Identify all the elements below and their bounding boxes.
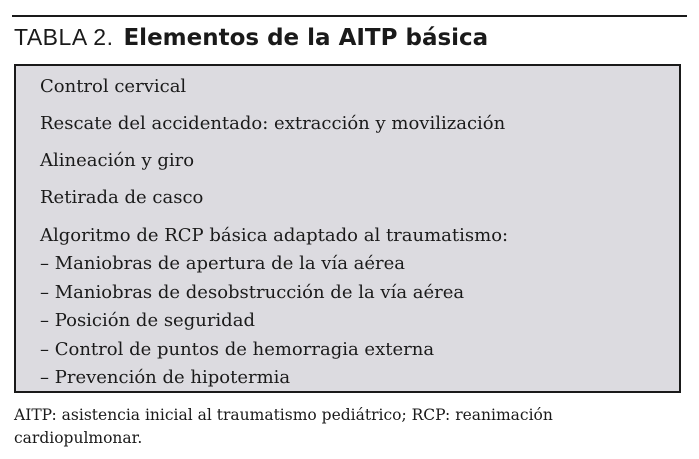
list-item: – Maniobras de desobstrucción de la vía aérea (40, 282, 465, 303)
list-item: – Maniobras de apertura de la vía aérea (40, 253, 406, 274)
list-item: Alineación y giro (40, 150, 195, 171)
list-item: Algoritmo de RCP básica adaptado al traumatismo: (40, 225, 509, 246)
table-box (14, 64, 681, 393)
list-item: Rescate del accidentado: extracción y movilización (40, 113, 506, 134)
list-item: Control cervical (40, 76, 187, 97)
list-item: Retirada de casco (40, 187, 204, 208)
list-item: – Control de puntos de hemorragia externa (40, 339, 435, 360)
list-item: – Prevención de hipotermia (40, 367, 291, 388)
top-rule (12, 15, 687, 17)
table-label: TABLA 2. (14, 24, 114, 50)
table-footnote: AITP: asistencia inicial al traumatismo pediátrico; RCP: reanimación cardiopulmonar. (14, 406, 553, 447)
table-name: Elementos de la AITP básica (123, 25, 489, 51)
list-item: – Posición de seguridad (40, 310, 255, 331)
table-title (14, 22, 488, 53)
